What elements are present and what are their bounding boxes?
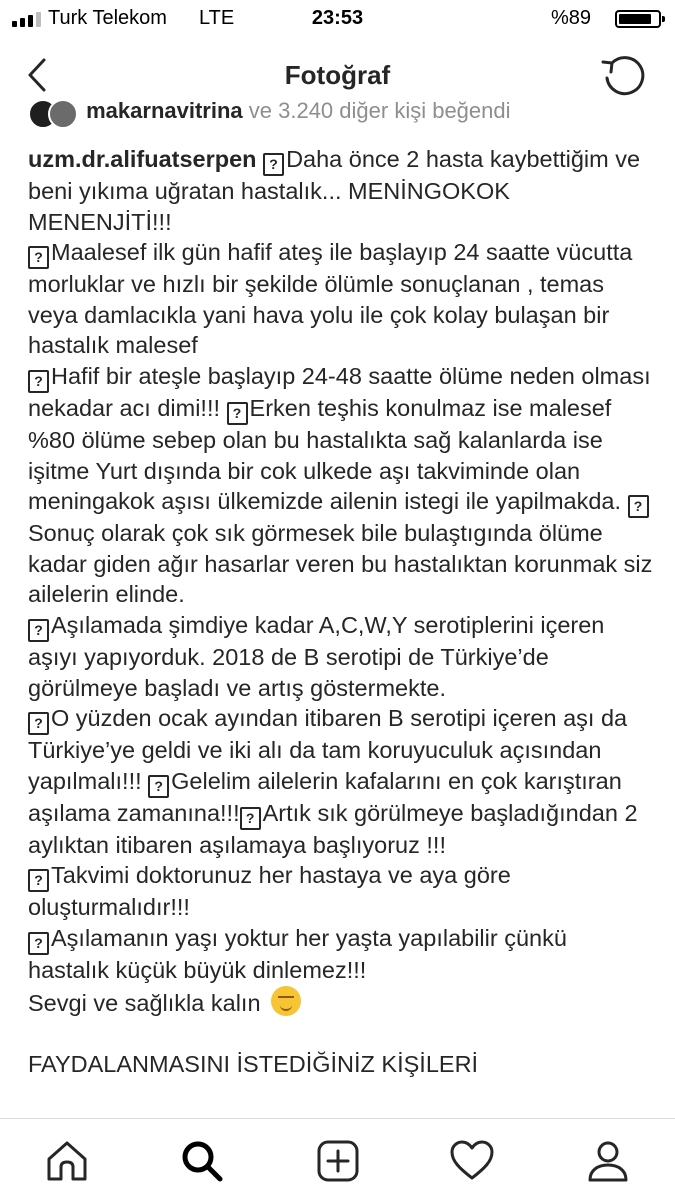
missing-glyph-icon: ? (28, 619, 49, 642)
caption-line: Sonuç olarak çok sık görmesek bile bulaştıgında ölüme kadar giden ağır hasarlar veren bu hastalıktan korunmak siz ailelerin elinde. (28, 520, 653, 608)
liker-username[interactable]: makarnavitrina (86, 98, 243, 123)
caption-line: FAYDALANMASINI İSTEDİĞİNİZ KİŞİLERİ (28, 1050, 479, 1077)
missing-glyph-icon: ? (28, 712, 49, 735)
tab-search[interactable] (174, 1133, 230, 1189)
post-caption (28, 144, 653, 1079)
activity-heart-icon (449, 1138, 495, 1184)
caption-line: Hafif bir ateşle başlayıp 24-48 saatte ölüme neden olması nekadar acı dimi!!! (28, 362, 651, 421)
likes-count-text: ve 3.240 diğer kişi beğendi (242, 98, 511, 123)
bottom-tab-bar (0, 1118, 675, 1201)
caption-line: Gelelim ailelerin kafalarını en çok karıştıran aşılama zamanına!!! (28, 767, 622, 826)
missing-glyph-icon: ? (263, 153, 284, 176)
missing-glyph-icon: ? (28, 869, 49, 892)
missing-glyph-icon: ? (227, 402, 248, 425)
home-icon (44, 1138, 90, 1184)
caption-line: Erken teşhis konulmaz ise malesef %80 ölüme sebep olan bu hastalıkta sağ kalanlarda ise işitme Yurt dışında bir cok ulkede aşı takviminde olan meningakok aşısı ülkemizde ailenin istegi ile yapilmakda. (28, 394, 622, 515)
search-icon (179, 1138, 225, 1184)
refresh-button[interactable] (599, 52, 649, 100)
caption-line: Daha önce 2 hasta kaybettiğim ve beni yıkıma uğratan hastalık... (28, 146, 641, 204)
missing-glyph-icon: ? (240, 807, 261, 830)
likes-summary[interactable] (28, 98, 668, 130)
caption-line: MENİNGOKOK MENENJİTİ!!! (28, 178, 510, 235)
relieved-face-emoji (271, 986, 301, 1016)
new-post-icon (315, 1138, 361, 1184)
battery-icon (615, 10, 661, 28)
status-time: 23:53 (311, 7, 364, 29)
caption-line: Artık sık görülmeye başladığından 2 aylıktan itibaren aşılamaya başlıyoruz !!! (28, 799, 638, 858)
tab-new-post[interactable] (310, 1133, 366, 1189)
network-type: LTE (199, 7, 235, 29)
caption-line: Maalesef ilk gün hafif ateş ile başlayıp 24 saatte vücutta morluklar ve hızlı bir şekilde ölümle sonuçlanan , temas veya damlacıkla yani hava yolu ile çok kolay bulaşan bir hastalık malesef (28, 239, 633, 359)
status-bar (0, 0, 675, 38)
caption-line: Aşılamanın yaşı yoktur her yaşta yapılabilir çünkü hastalık küçük büyük dinlemez!!! (28, 924, 567, 983)
post-content (0, 98, 675, 1118)
caption-line: Takvimi doktorunuz her hastaya ve aya göre oluşturmalıdır!!! (28, 862, 511, 921)
missing-glyph-icon: ? (28, 246, 49, 269)
missing-glyph-icon: ? (28, 370, 49, 393)
profile-icon (585, 1138, 631, 1184)
page-title: Fotoğraf (284, 60, 391, 90)
caption-line: Aşılamada şimdiye kadar A,C,W,Y serotiplerini içeren aşıyı yapıyorduk. 2018 de B serotipi de Türkiye’de görülmeye başladı ve artış göstermekte. (28, 611, 605, 701)
carrier-name: Turk Telekom (48, 7, 167, 29)
caption-line: O yüzden ocak ayından itibaren B serotipi içeren aşı da Türkiye’ye geldi ve iki alı da tam koruyuculuk açısından yapılmalı!!! (28, 705, 628, 794)
missing-glyph-icon: ? (148, 775, 169, 798)
liker-avatars (28, 99, 80, 125)
tab-activity[interactable] (444, 1133, 500, 1189)
missing-glyph-icon: ? (628, 495, 649, 518)
tab-home[interactable] (39, 1133, 95, 1189)
battery-percent: %89 (550, 7, 591, 29)
missing-glyph-icon: ? (28, 932, 49, 955)
tab-profile[interactable] (580, 1133, 636, 1189)
caption-username[interactable]: uzm.dr.alifuatserpen (28, 146, 257, 172)
refresh-icon (599, 52, 649, 100)
caption-line: Sevgi ve sağlıkla kalın (28, 989, 261, 1016)
